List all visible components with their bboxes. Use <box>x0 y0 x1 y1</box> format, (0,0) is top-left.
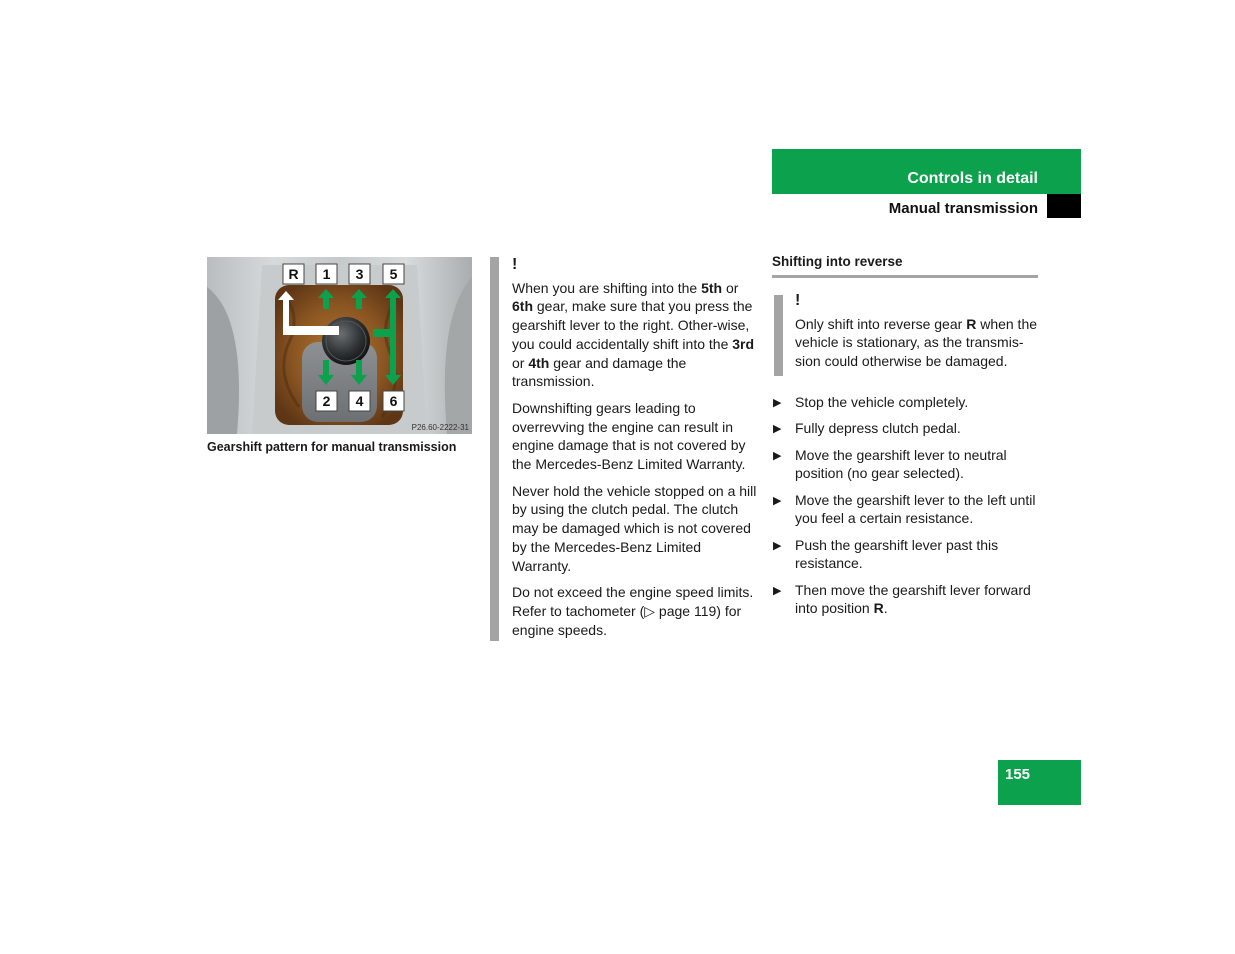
reverse-warning-note <box>795 292 1045 379</box>
reverse-note-text: Only shift into reverse gear R when the vehicle is stationary, as the transmis-sion could otherwise be damaged. <box>795 315 1038 370</box>
gear-label-3: 3 <box>355 266 364 282</box>
gear-label-1: 1 <box>322 266 331 282</box>
note-paragraph-downshift: Downshifting gears leading to overrevving the engine can result in engine damage that is not covered by the Mercedes-Benz Limited Warranty. <box>512 399 746 473</box>
warning-note <box>512 256 757 647</box>
list-item: ▶ Move the gearshift lever to the left until you feel a certain resistance. <box>773 491 1036 527</box>
note-paragraph-hill: Never hold the vehicle stopped on a hill by using the clutch pedal. The clutch may be damaged which is not covered by the Mercedes-Benz Limited Warranty. <box>512 482 757 574</box>
note-sidebar <box>490 257 499 641</box>
gearshift-pattern-image <box>207 257 472 434</box>
gear-label-6: 6 <box>389 393 398 409</box>
list-item: ▶ Fully depress clutch pedal. <box>773 419 1043 438</box>
bullet-arrow-icon: ▶ <box>773 397 782 409</box>
instruction-list <box>773 393 1043 626</box>
figure-code: P26.60-2222-31 <box>411 423 469 432</box>
gear-bottom-labels <box>316 391 404 411</box>
figure-caption: Gearshift pattern for manual transmission <box>207 440 457 454</box>
list-item: ▶ Then move the gearshift lever forward into position R. <box>773 581 1031 617</box>
gearshift-illustration <box>207 257 472 434</box>
list-item: ▶ Stop the vehicle completely. <box>773 393 1043 412</box>
page-number: 155 <box>1005 766 1031 783</box>
gear-label-r: R <box>288 266 299 282</box>
header-tab-marker <box>1047 194 1081 218</box>
gear-label-4: 4 <box>355 393 364 409</box>
bullet-arrow-icon: ▶ <box>773 584 782 597</box>
subsection-title: Manual transmission <box>888 200 1038 217</box>
bullet-arrow-icon: ▶ <box>773 539 782 552</box>
section-heading: Shifting into reverse <box>772 254 1038 278</box>
list-item: ▶ Move the gearshift lever to neutral position (no gear selected). <box>773 446 1007 482</box>
warning-icon: ! <box>512 256 518 273</box>
bullet-arrow-icon: ▶ <box>773 423 782 436</box>
note-sidebar <box>774 295 783 376</box>
list-item: ▶ Push the gearshift lever past this resistance. <box>773 536 999 572</box>
section-title: Controls in detail <box>907 170 1038 187</box>
gear-label-2: 2 <box>322 393 331 409</box>
bullet-arrow-icon: ▶ <box>773 494 782 507</box>
warning-icon: ! <box>795 292 801 309</box>
bullet-arrow-icon: ▶ <box>773 449 782 462</box>
gear-label-5: 5 <box>389 266 398 282</box>
note-paragraph-speed: Do not exceed the engine speed limits. Refer to tachometer (▷ page 119) for engine speeds. <box>512 584 754 638</box>
note-paragraph-gears: When you are shifting into the 5th or 6th gear, make sure that you press the gearshift lever to the right. Other-wise, you could accidentally shift into the 3rd or 4th gear and damage the transmission. <box>512 279 755 390</box>
